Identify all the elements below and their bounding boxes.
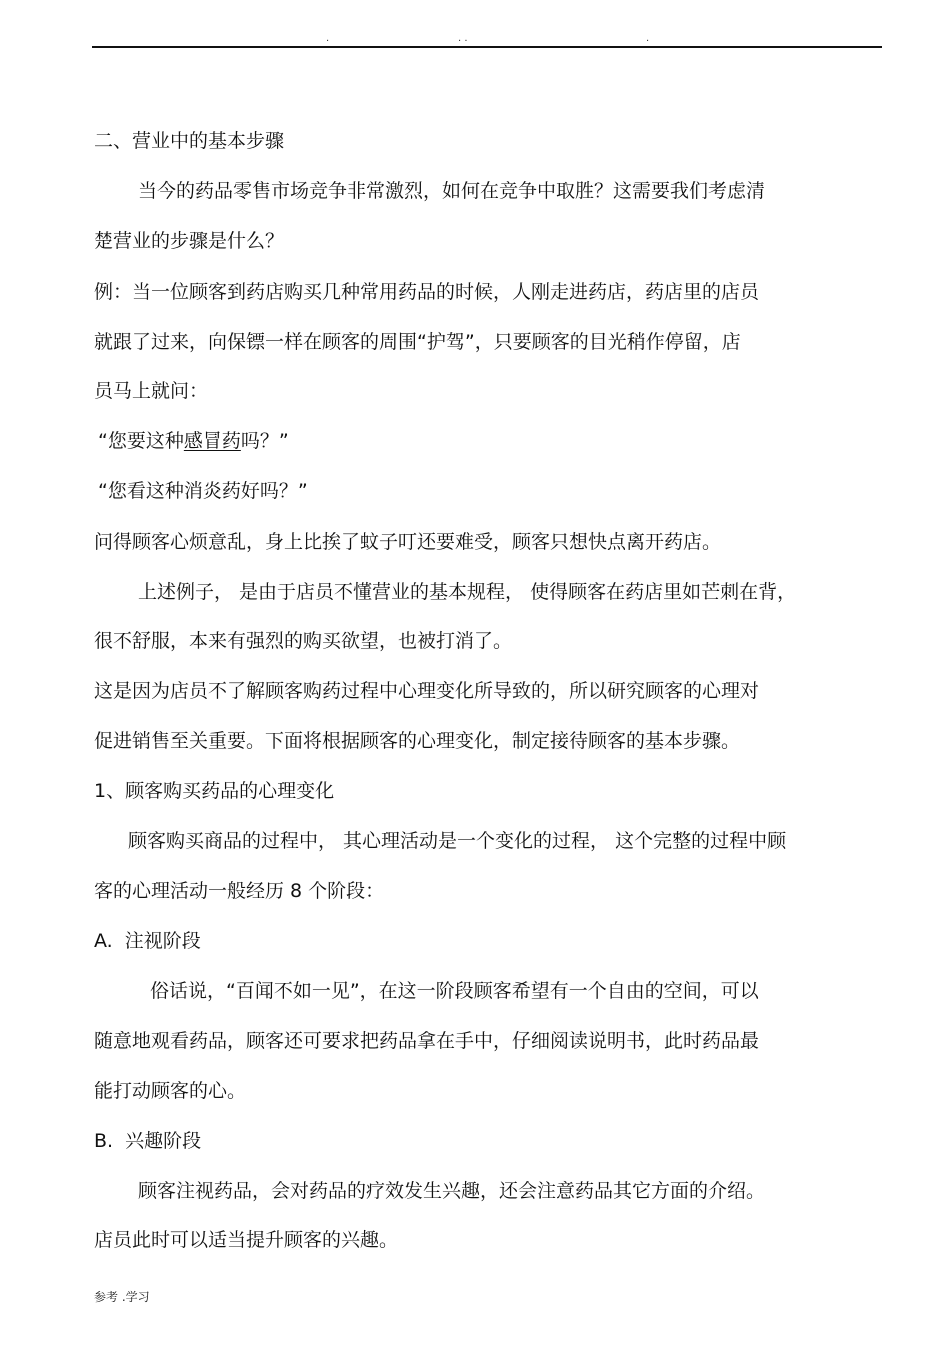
stage-label: B. <box>94 1130 114 1152</box>
paragraph-line: 能打动顾客的心。 <box>94 1080 247 1102</box>
subheading: 1、顾客购买药品的心理变化 <box>94 780 335 802</box>
stage-title: 注视阶段 <box>124 930 201 952</box>
paragraph-line: 促进销售至关重要。下面将根据顾客的心理变化，制定接待顾客的基本步骤。 <box>94 730 741 752</box>
quote-suffix: 吗？” <box>240 430 289 452</box>
paragraph-line: 这是因为店员不了解顾客购药过程中心理变化所导致的，所以研究顾客的心理对 <box>94 680 760 702</box>
paragraph-line: 上述例子， 是由于店员不懂营业的基本规程， 使得顾客在药店里如芒刺在背， <box>138 581 797 603</box>
paragraph-line: 楚营业的步骤是什么？ <box>94 230 285 252</box>
header-dots <box>0 34 950 44</box>
paragraph-line: 俗话说，“百闻不如一见”，在这一阶段顾客希望有一个自由的空间，可以 <box>150 980 759 1002</box>
stage-label: A. <box>94 930 113 952</box>
paragraph-line: 店员此时可以适当提升顾客的兴趣。 <box>94 1229 399 1251</box>
paragraph-line: 顾客购买商品的过程中， 其心理活动是一个变化的过程， 这个完整的过程中顾 <box>128 830 787 852</box>
quote-line: “您看这种消炎药好吗？” <box>98 480 308 502</box>
section-heading: 二、营业中的基本步骤 <box>94 130 285 152</box>
footer-text: 参考 .学习 <box>94 1290 150 1304</box>
quote-underlined-term: 感冒药 <box>183 430 241 452</box>
paragraph-line: 随意地观看药品，顾客还可要求把药品拿在手中，仔细阅读说明书，此时药品最 <box>94 1030 760 1052</box>
stage-title: 兴趣阶段 <box>125 1130 202 1152</box>
quote-prefix: “您要这种 <box>98 430 184 452</box>
paragraph-line: 很不舒服，本来有强烈的购买欲望，也被打消了。 <box>94 630 513 652</box>
paragraph-line: 客的心理活动一般经历 8 个阶段： <box>94 880 385 902</box>
paragraph-line: 当今的药品零售市场竞争非常激烈，如何在竞争中取胜？这需要我们考虑清 <box>138 180 766 202</box>
header-dot: . . <box>458 33 468 44</box>
quote-line <box>98 429 289 453</box>
header-rule <box>92 46 882 48</box>
header-dot: . <box>646 33 650 44</box>
example-line: 就跟了过来，向保镖一样在顾客的周围“护驾”，只要顾客的目光稍作停留，店 <box>94 331 741 353</box>
stage-heading-b <box>94 1129 201 1153</box>
paragraph-line: 顾客注视药品，会对药品的疗效发生兴趣，还会注意药品其它方面的介绍。 <box>138 1180 766 1202</box>
example-line: 员马上就问： <box>94 380 209 402</box>
header-dot: . <box>326 33 330 44</box>
example-line: 例：当一位顾客到药店购买几种常用药品的时候，人刚走进药店，药店里的店员 <box>94 281 760 303</box>
stage-heading-a <box>94 929 201 953</box>
result-line: 问得顾客心烦意乱，身上比挨了蚊子叮还要难受，顾客只想快点离开药店。 <box>94 531 722 553</box>
